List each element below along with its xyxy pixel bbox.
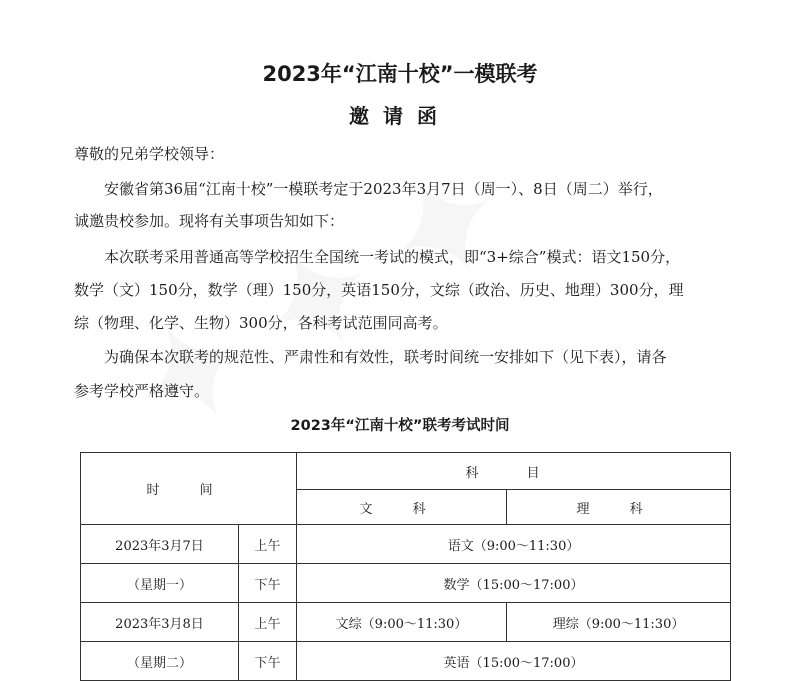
schedule-table	[80, 452, 731, 681]
subject-cell: 数学（15:00～17:00）	[297, 564, 731, 603]
table-row	[81, 642, 731, 681]
time-header: 时 间	[81, 453, 297, 525]
document-subtitle: 邀请函	[349, 104, 451, 128]
paragraph-line: 参考学校严格遵守。	[74, 382, 210, 400]
paragraph-line: 综（物理、化学、生物）300分，各科考试范围同高考。	[74, 314, 448, 332]
salutation: 尊敬的兄弟学校领导：	[74, 145, 225, 163]
subject-cell: 语文（9:00～11:30）	[297, 525, 731, 564]
liberal-subject-cell: 文综（9:00～11:30）	[297, 603, 507, 642]
document-title: 2023年“江南十校”一模联考	[262, 62, 538, 86]
session-cell: 上午	[239, 603, 297, 642]
table-row	[81, 525, 731, 564]
session-cell: 下午	[239, 642, 297, 681]
date-cell: 2023年3月8日	[81, 603, 239, 642]
paragraph-line: 诚邀贵校参加。现将有关事项告知如下：	[74, 212, 345, 230]
weekday-cell: （星期一）	[81, 564, 239, 603]
paragraph-line: 为确保本次联考的规范性、严肃性和有效性，联考时间统一安排如下（见下表），请各	[104, 348, 667, 366]
schedule-title: 2023年“江南十校”联考考试时间	[290, 418, 510, 434]
session-cell: 下午	[239, 564, 297, 603]
session-cell: 上午	[239, 525, 297, 564]
liberal-arts-header: 文 科	[297, 490, 507, 525]
science-header: 理 科	[507, 490, 731, 525]
subject-cell: 英语（15:00～17:00）	[297, 642, 731, 681]
subject-header: 科 目	[297, 453, 731, 490]
table-row	[81, 564, 731, 603]
table-row	[81, 603, 731, 642]
date-cell: 2023年3月7日	[81, 525, 239, 564]
science-subject-cell: 理综（9:00～11:30）	[507, 603, 731, 642]
table-row	[81, 453, 731, 490]
paragraph-line: 本次联考采用普通高等学校招生全国统一考试的模式，即“3+综合”模式：语文150分，	[104, 248, 681, 266]
paragraph-line: 数学（文）150分，数学（理）150分，英语150分，文综（政治、历史、地理）300分，理	[74, 281, 684, 299]
paragraph-line: 安徽省第36届“江南十校”一模联考定于2023年3月7日（周一）、8日（周二）举行，	[104, 180, 663, 198]
weekday-cell: （星期二）	[81, 642, 239, 681]
